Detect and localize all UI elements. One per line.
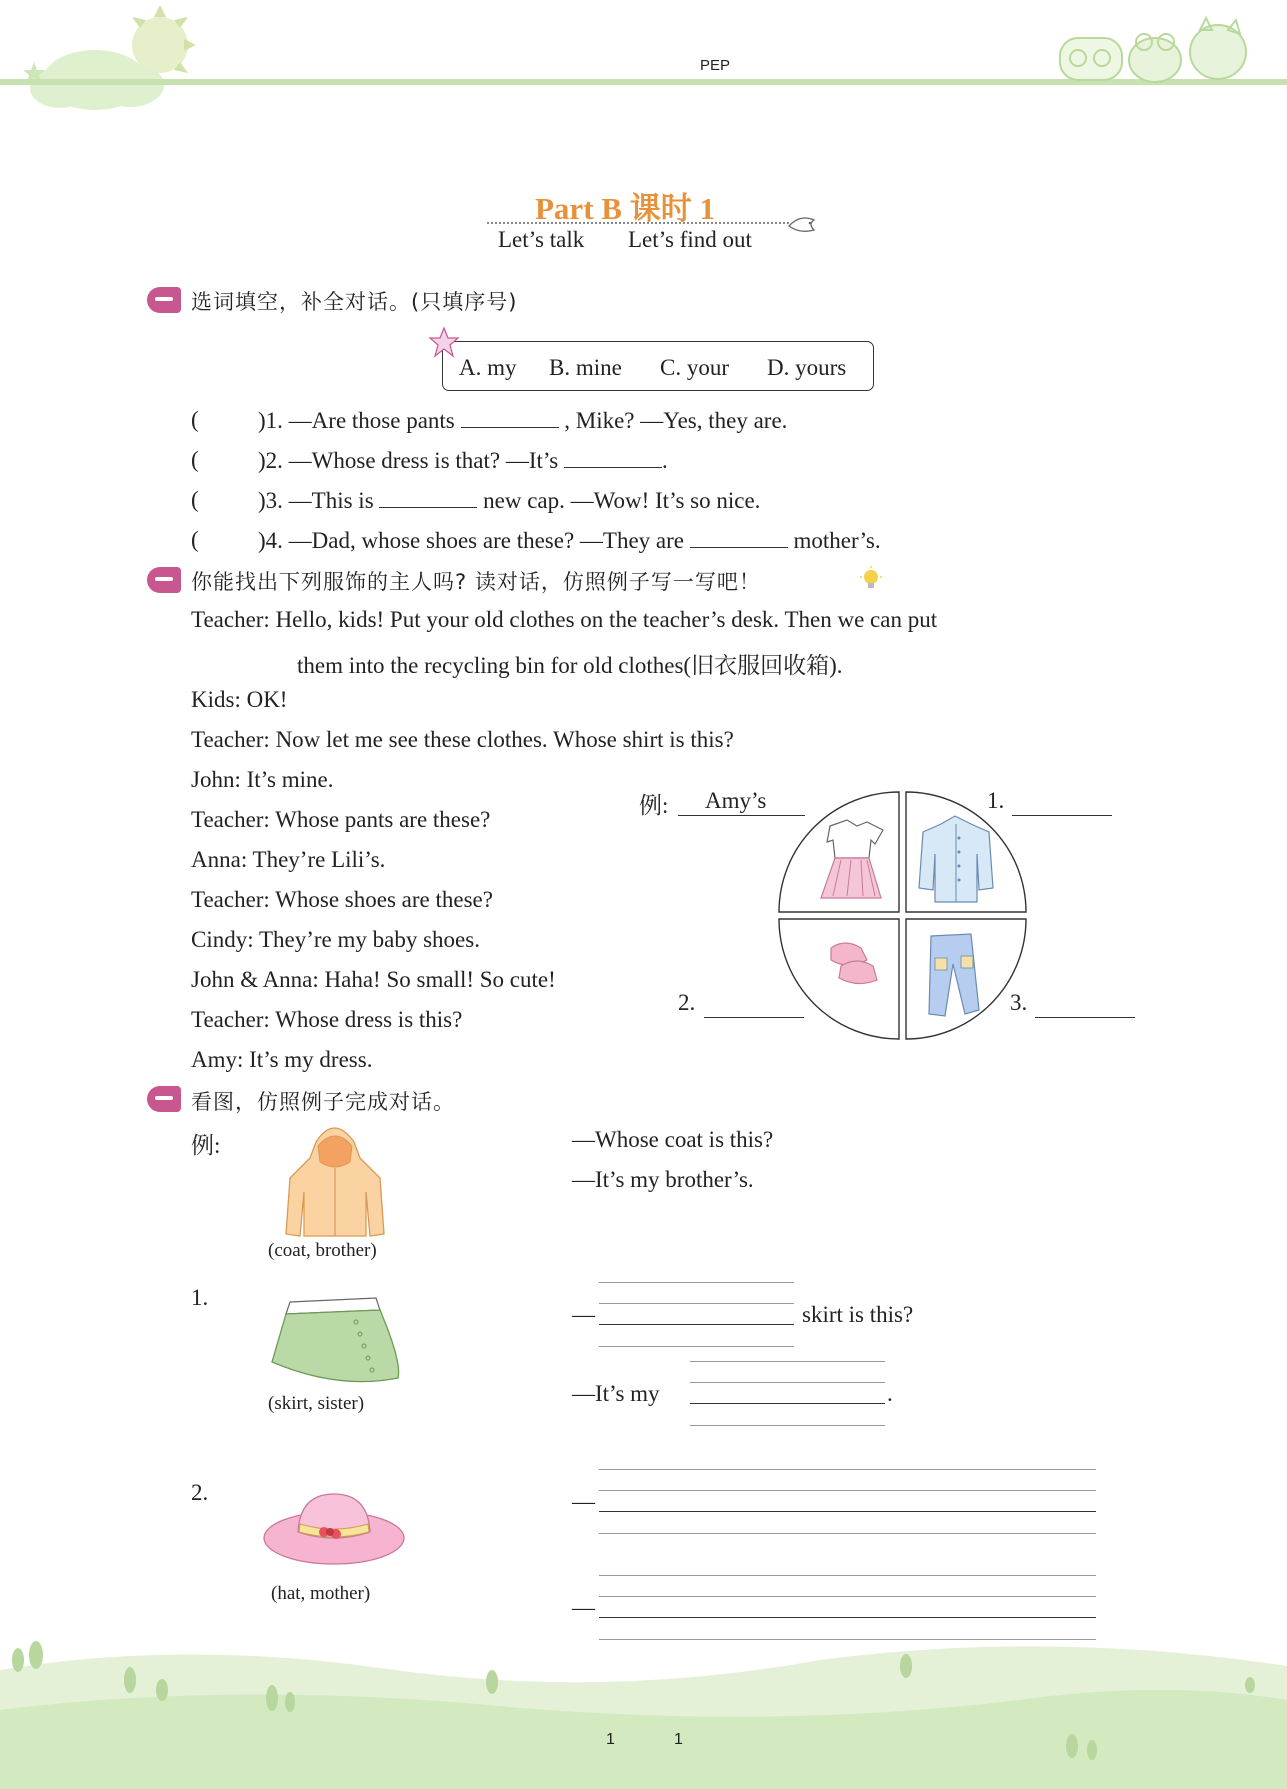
question-1 bbox=[258, 407, 787, 434]
header-decoration bbox=[0, 0, 1287, 130]
dialogue-line: John & Anna: Haha! So small! So cute! bbox=[191, 967, 556, 992]
option-d: D. yours bbox=[767, 355, 847, 380]
dialogue-line: Teacher: Whose dress is this? bbox=[191, 1007, 463, 1032]
label-1: 1. bbox=[987, 788, 1005, 813]
sun-icon bbox=[132, 5, 196, 73]
question-tail: skirt is this? bbox=[802, 1302, 914, 1327]
writing-guide-line bbox=[599, 1303, 794, 1304]
dialogue-line: Teacher: Whose shoes are these? bbox=[191, 887, 493, 912]
period: . bbox=[887, 1381, 893, 1406]
hat-icon bbox=[262, 1488, 408, 1568]
dialogue-line: John: It’s mine. bbox=[191, 767, 334, 792]
question-4 bbox=[258, 527, 881, 554]
page-number-left: 1 bbox=[606, 1731, 615, 1748]
footer-landscape bbox=[0, 1630, 1287, 1789]
lesson-subtitle-find-out: Let’s find out bbox=[628, 227, 752, 252]
question-text: mother’s. bbox=[793, 528, 881, 553]
animal-heads-icon bbox=[1060, 18, 1246, 82]
question-number: )3. bbox=[258, 488, 283, 513]
clothes-circle-diagram bbox=[775, 788, 1030, 1048]
dash: — bbox=[572, 1595, 595, 1620]
item-caption: (hat, mother) bbox=[271, 1583, 371, 1604]
answer-paren: ( bbox=[191, 447, 199, 472]
page-number-right: 1 bbox=[674, 1731, 683, 1748]
question-number: )4. bbox=[258, 528, 283, 553]
dash: — bbox=[572, 1302, 595, 1327]
section-badge-3 bbox=[147, 1086, 181, 1112]
question-text: —This is bbox=[288, 488, 374, 513]
label-2: 2. bbox=[678, 990, 696, 1015]
lesson-subtitle-talk: Let’s talk bbox=[498, 227, 585, 252]
writing-guide-line bbox=[690, 1361, 885, 1362]
answer-paren: ( bbox=[191, 407, 199, 432]
answer-paren: ( bbox=[191, 527, 199, 552]
answer-line-3[interactable] bbox=[1035, 1017, 1135, 1018]
section-1-instruction: 选词填空，补全对话。(只填序号) bbox=[191, 290, 518, 314]
page-title: Part B 课时 1 bbox=[535, 191, 715, 226]
answer-line[interactable] bbox=[599, 1324, 794, 1325]
writing-guide-line bbox=[690, 1382, 885, 1383]
item-caption: (skirt, sister) bbox=[268, 1393, 365, 1414]
question-2 bbox=[258, 447, 668, 474]
section-3-instruction: 看图，仿照例子完成对话。 bbox=[191, 1090, 455, 1114]
answer-head: —It’s my bbox=[572, 1381, 660, 1406]
example-answer: Amy’s bbox=[705, 788, 767, 813]
dialogue-line: Teacher: Whose pants are these? bbox=[191, 807, 491, 832]
label-3: 3. bbox=[1010, 990, 1028, 1015]
question-text: new cap. —Wow! It’s so nice. bbox=[483, 488, 761, 513]
flower-icon bbox=[427, 326, 461, 360]
dialogue-line: Teacher: Hello, kids! Put your old clothes on the teacher’s desk. Then we can put bbox=[191, 607, 938, 632]
item-number: 1. bbox=[191, 1285, 209, 1310]
option-a: A. my bbox=[459, 355, 517, 380]
dialogue-line: them into the recycling bin for old clothes(旧衣服回收箱). bbox=[297, 653, 843, 678]
question-number: )2. bbox=[258, 448, 283, 473]
shirt-icon bbox=[919, 816, 993, 902]
answer-blank[interactable] bbox=[379, 487, 477, 508]
writing-guide-line bbox=[690, 1425, 885, 1426]
dialogue-line: Amy: It’s my dress. bbox=[191, 1047, 373, 1072]
option-b: B. mine bbox=[549, 355, 622, 380]
title-dotted-rule bbox=[487, 222, 789, 224]
answer-blank[interactable] bbox=[461, 407, 559, 428]
example-label: 例: bbox=[639, 793, 669, 818]
header-label: PEP bbox=[700, 57, 731, 74]
writing-guide-line bbox=[599, 1575, 1096, 1576]
bird-icon bbox=[786, 210, 820, 236]
writing-guide-line bbox=[599, 1469, 1096, 1470]
question-number: )1. bbox=[258, 408, 283, 433]
dialogue-line: Kids: OK! bbox=[191, 687, 288, 712]
example-caption: (coat, brother) bbox=[268, 1240, 377, 1261]
dialogue-line: Teacher: Now let me see these clothes. Whose shirt is this? bbox=[191, 727, 734, 752]
example-answer: —It’s my brother’s. bbox=[572, 1167, 754, 1192]
answer-line[interactable] bbox=[599, 1511, 1096, 1512]
question-text: —Are those pants bbox=[288, 408, 455, 433]
section-badge-1 bbox=[147, 287, 181, 313]
writing-guide-line bbox=[599, 1282, 794, 1283]
dialogue-line: Anna: They’re Lili’s. bbox=[191, 847, 386, 872]
lightbulb-icon bbox=[858, 566, 884, 592]
answer-line[interactable] bbox=[599, 1617, 1096, 1618]
writing-guide-line bbox=[599, 1490, 1096, 1491]
example-question: —Whose coat is this? bbox=[572, 1127, 774, 1152]
answer-blank[interactable] bbox=[564, 447, 662, 468]
section-badge-2 bbox=[147, 567, 181, 593]
question-text: , Mike? —Yes, they are. bbox=[564, 408, 788, 433]
question-3 bbox=[258, 487, 760, 514]
answer-line[interactable] bbox=[690, 1403, 885, 1404]
question-text: —Dad, whose shoes are these? —They are bbox=[288, 528, 684, 553]
writing-guide-line bbox=[599, 1533, 1096, 1534]
question-text: . bbox=[662, 448, 668, 473]
example-label: 例: bbox=[191, 1133, 221, 1158]
writing-guide-line bbox=[599, 1346, 794, 1347]
skirt-icon bbox=[268, 1292, 404, 1388]
dash: — bbox=[572, 1489, 595, 1514]
answer-paren: ( bbox=[191, 487, 199, 512]
coat-icon bbox=[280, 1118, 390, 1242]
dialogue-line: Cindy: They’re my baby shoes. bbox=[191, 927, 480, 952]
question-text: —Whose dress is that? —It’s bbox=[288, 448, 559, 473]
item-number: 2. bbox=[191, 1480, 209, 1505]
quadrant-shoes bbox=[779, 919, 899, 1039]
section-2-instruction: 你能找出下列服饰的主人吗? 读对话，仿照例子写一写吧！ bbox=[191, 570, 761, 594]
option-c: C. your bbox=[660, 355, 729, 380]
answer-blank[interactable] bbox=[690, 527, 788, 548]
writing-guide-line bbox=[599, 1596, 1096, 1597]
